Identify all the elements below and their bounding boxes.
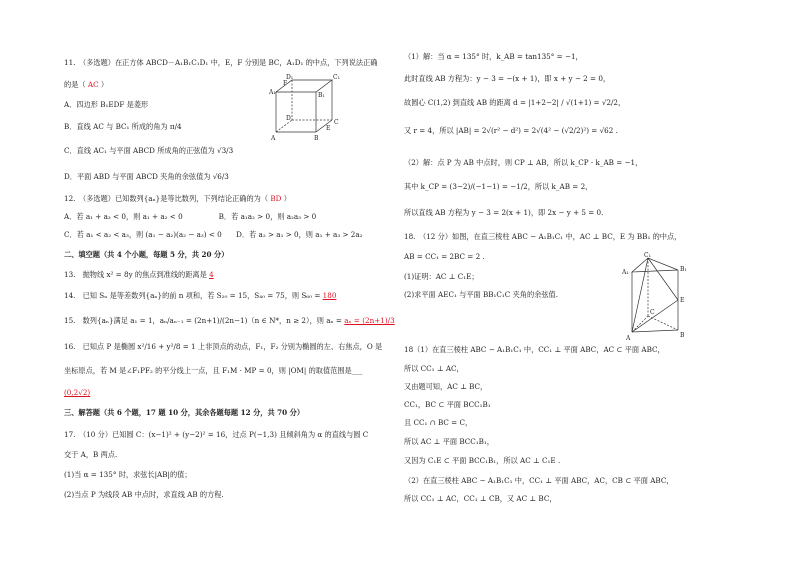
q11-option-c: C．直线 AC₁ 与平面 ABCD 所成角的正弦值为 √3/3 <box>64 146 234 155</box>
cube-label-c: C <box>334 119 339 126</box>
sol18-line-2: 所以 CC₁ ⊥ AC， <box>404 364 464 373</box>
q16-line-2: 坐标原点，若 M 是∠F₁PF₂ 的平分线上一点，且 F₁M · MP = 0，则 |OM| 的取值范围是___ <box>64 366 363 375</box>
q12-stem-text: 12. （多选题）已知数列{aₙ}是等比数列，下列结论正确的为（ <box>64 194 269 203</box>
q11-answer: AC <box>87 80 99 89</box>
q11-option-b: B．直线 AC 与 BC₁ 所成的角为 π/4 <box>64 122 182 131</box>
prism-figure <box>620 252 700 342</box>
sol18-line-6: 所以 AC ⊥ 平面 BCC₁B₁， <box>404 437 494 446</box>
cube-label-d: D <box>286 115 291 122</box>
q13-answer: 4 <box>209 270 214 279</box>
q12-options-ab: A．若 a₁ + a₃ < 0，则 a₁ + a₂ < 0 B．若 a₁a₂ > 0，则 a₂a₃ > 0 <box>64 212 317 221</box>
q13 <box>64 270 214 280</box>
left-column <box>64 0 404 561</box>
cube-label-c1: C₁ <box>333 74 340 81</box>
q16-answer: (0,2√2) <box>64 388 91 397</box>
q14 <box>64 291 336 301</box>
q14-answer: 180 <box>322 291 337 300</box>
q15 <box>64 316 395 326</box>
cube-label-d1: D₁ <box>286 74 294 81</box>
q15-text: 15. 数列{aₙ}满足 a₁ = 1，aₙ/aₙ₋₁ = (2n+1)/(2n−1)（n ∈ N*，n ≥ 2），则 aₙ = <box>64 316 342 325</box>
prism-top-face <box>632 258 678 272</box>
q18-line-1: 18. （12 分）如图，在直三棱柱 ABC − A₁B₁C₁ 中，AC ⊥ BC，E 为 BB₁ 的中点， <box>404 232 682 241</box>
q17-line-1: 17. （10 分）已知圆 C：(x−1)² + (y−2)² = 16，过点 P(−1,3) 且倾斜角为 α 的直线与圆 C <box>64 430 369 439</box>
ans17-line-2: 此时直线 AB 方程为：y − 3 = −(x + 1)，即 x + y − 2 = 0， <box>404 74 611 83</box>
ans17-line-6: 其中 k_CP = (3−2)/(−1−1) = −1/2，所以 k_AB = 2， <box>404 182 593 191</box>
cube-label-f: F <box>283 80 288 87</box>
q11-paren-close: ） <box>100 80 109 89</box>
sol18-line-9: 所以 CC₁ ⊥ AC，CC₁ ⊥ CB，又 AC ⊥ BC， <box>404 494 557 503</box>
q11-option-a: A．四边形 B₁EDF 是菱形 <box>64 100 149 109</box>
prism-diagram <box>620 252 700 342</box>
cube-diagram <box>266 72 346 142</box>
q12-options-cd: C．若 a₁ < a₂ < a₃，则 (a₁ − a₂)(a₂ − a₃) < 0 D．若 a₂ > a₁ > 0，则 a₁ + a₃ > 2a₂ <box>64 230 363 239</box>
cube-label-b: B <box>314 135 319 142</box>
sol18-line-3: 又由题可知，AC ⊥ BC， <box>404 382 488 391</box>
sol18-line-4: CC₁，BC ⊂ 平面 BCC₁B₁ <box>404 400 491 409</box>
sol18-line-8: （2）在直三棱柱 ABC − A₁B₁C₁ 中，CC₁ ⊥ 平面 ABC，AC，CB ⊂ 平面 ABC， <box>404 476 674 485</box>
sol18-line-5: 且 CC₁ ∩ BC = C， <box>404 418 473 427</box>
ans17-line-7: 所以直线 AB 方程为 y − 3 = 2(x + 1)，即 2x − y + 5 = 0. <box>404 208 604 217</box>
cube-label-a: A <box>271 135 276 142</box>
q15-answer: aₙ = (2n+1)/3 <box>344 316 395 325</box>
sol18-line-7: 又因为 C₁E ⊂ 平面 BCC₁B₁，所以 AC ⊥ C₁E . <box>404 456 561 465</box>
q18-part-2: (2)求平面 AEC₁ 与平面 BB₁C₁C 夹角的余弦值. <box>404 290 558 299</box>
section-3-heading: 三、解答题（共 6 个题，17 题 10 分，其余各题每题 12 分，共 70 分） <box>64 408 305 417</box>
prism-label-c1: C₁ <box>644 252 651 259</box>
q11-paren-open: 的是（ <box>64 80 86 89</box>
q12-stem <box>64 194 291 204</box>
cube-label-e: E <box>326 125 331 132</box>
q17-part-1: (1)当 α = 135° 时，求弦长|AB|的值； <box>64 470 192 479</box>
q17-line-2: 交于 A，B 两点. <box>64 450 118 459</box>
ans17-line-4: 又 r = 4，所以 |AB| = 2√(r² − d²) = 2√(4² − (√2/2)²) = √62 . <box>404 126 618 135</box>
prism-label-b: B <box>680 332 685 339</box>
sol18-line-1: 18（1）在直三棱柱 ABC − A₁B₁C₁ 中，CC₁ ⊥ 平面 ABC，AC ⊂ 平面 ABC， <box>404 345 665 354</box>
cube-label-b1: B₁ <box>318 92 325 99</box>
q13-text: 13. 抛物线 x² = 8y 的焦点到准线的距离是 <box>64 270 207 279</box>
prism-label-a: A <box>626 335 631 342</box>
section-2-heading: 二、填空题（共 4 个小题，每题 5 分，共 20 分） <box>64 250 229 259</box>
q11-option-d: D．平面 ABD 与平面 ABCD 夹角的余弦值为 √6/3 <box>64 172 229 181</box>
q11-stem: 11. （多选题）在正方体 ABCD－A₁B₁C₁D₁ 中，E，F 分别是 BC，A₁D₁ 的中点，下列说法正确 <box>64 58 378 67</box>
prism-label-e: E <box>680 297 685 304</box>
prism-label-c: C <box>650 309 655 316</box>
ans17-line-3: 故圆心 C(1,2) 到直线 AB 的距离 d = |1+2−2| / √(1+1) = √2/2， <box>404 98 626 107</box>
q14-text: 14. 已知 Sₙ 是等差数列{aₙ}的前 n 项和，若 S₂₀ = 15，S₄₀ = 75，则 S₆₀ = <box>64 291 321 300</box>
q12-answer: BD <box>270 194 282 203</box>
q18-line-2: AB = CC₁ = 2BC = 2 . <box>404 252 485 261</box>
ans17-line-1: （1）解：当 α = 135° 时，k_AB = tan135° = −1， <box>404 52 583 61</box>
ans17-line-5: （2）解：点 P 为 AB 中点时，则 CP ⊥ AB，所以 k_CP · k_AB = −1， <box>404 158 643 167</box>
prism-label-b1: B₁ <box>680 266 687 273</box>
prism-label-a1: A₁ <box>622 269 629 276</box>
q12-paren-close: ） <box>283 194 291 203</box>
cube-figure <box>266 72 346 142</box>
q18-part-1: (1)证明：AC ⊥ C₁E； <box>404 272 479 281</box>
q16-line-1: 16. 已知点 P 是椭圆 x²/16 + y²/8 = 1 上非顶点的动点，F₁，F₂ 分别为椭圆的左、右焦点，O 是 <box>64 342 383 351</box>
q11-stem-end <box>64 80 108 90</box>
cube-label-a1: A₁ <box>269 89 276 96</box>
q17-part-2: (2)当点 P 为线段 AB 中点时，求直线 AB 的方程. <box>64 490 224 499</box>
